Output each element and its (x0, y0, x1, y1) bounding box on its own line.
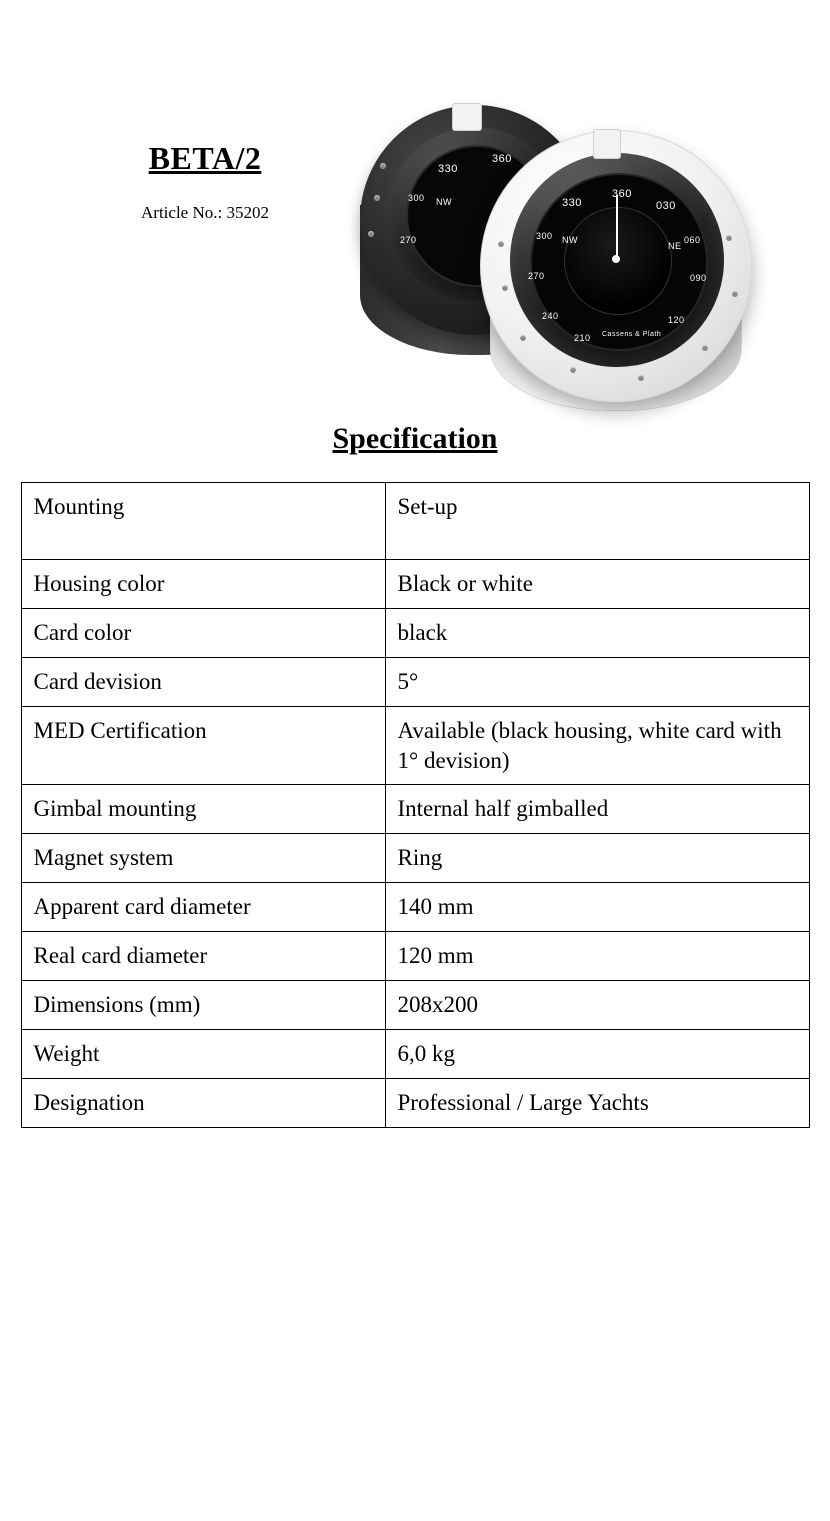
white-card-degree-300: 300 (536, 231, 553, 241)
compass-needle (616, 195, 618, 257)
white-card-point-nw: NW (562, 235, 578, 245)
product-header (0, 0, 830, 400)
spec-value: black (385, 608, 809, 657)
white-bezel-screw-1 (498, 241, 504, 247)
table-row (21, 883, 809, 932)
spec-label: Housing color (21, 560, 385, 609)
spec-value: 140 mm (385, 883, 809, 932)
specification-table (21, 482, 810, 1128)
spec-label: Apparent card diameter (21, 883, 385, 932)
spec-value: 6,0 kg (385, 1029, 809, 1078)
compass-center-dot (612, 255, 620, 263)
white-card-degree-210: 210 (574, 333, 591, 343)
table-row (21, 560, 809, 609)
white-card-brand: Cassens & Plath (602, 331, 662, 338)
white-card-degree-270: 270 (528, 271, 545, 281)
table-row (21, 483, 809, 560)
black-card-degree-360: 360 (492, 153, 512, 165)
spec-label: Mounting (21, 483, 385, 560)
article-number: Article No.: 35202 (141, 203, 269, 222)
black-card-degree-330: 330 (438, 163, 458, 175)
white-bezel-screw-4 (570, 367, 576, 373)
spec-value: 5° (385, 657, 809, 706)
white-card-degree-030: 030 (656, 200, 676, 212)
black-card-degree-300: 300 (408, 193, 425, 203)
spec-value: Ring (385, 834, 809, 883)
white-card-degree-090: 090 (690, 273, 707, 283)
title-block (60, 140, 350, 223)
white-card-point-ne: NE (668, 241, 682, 251)
spec-label: Card devision (21, 657, 385, 706)
white-bezel-screw-2 (502, 285, 508, 291)
spec-label: Gimbal mounting (21, 785, 385, 834)
white-card-degree-240: 240 (542, 311, 559, 321)
white-bezel-screw-5 (638, 375, 644, 381)
spec-label: Real card diameter (21, 932, 385, 981)
spec-value: 208x200 (385, 981, 809, 1030)
spec-label: Dimensions (mm) (21, 981, 385, 1030)
black-card-point-nw: NW (436, 197, 452, 207)
black-bezel-screw-1 (374, 195, 380, 201)
black-card-degree-270: 270 (400, 235, 417, 245)
white-card-degree-060: 060 (684, 235, 701, 245)
table-row (21, 785, 809, 834)
page-title: BETA/2 (148, 140, 262, 176)
table-row (21, 706, 809, 785)
white-bezel-screw-7 (732, 291, 738, 297)
spec-label: Designation (21, 1078, 385, 1127)
spec-label: MED Certification (21, 706, 385, 785)
product-photo (350, 45, 800, 415)
spec-value: Available (black housing, white card with 1° devision) (385, 706, 809, 785)
table-row (21, 834, 809, 883)
white-card-degree-330: 330 (562, 197, 582, 209)
black-bezel-screw-3 (380, 163, 386, 169)
spec-value: Black or white (385, 560, 809, 609)
white-bezel-screw-6 (702, 345, 708, 351)
spec-value: Set-up (385, 483, 809, 560)
spec-label: Card color (21, 608, 385, 657)
white-bezel-screw-8 (726, 235, 732, 241)
white-compass-lubber-knob (593, 129, 621, 159)
white-bezel-screw-3 (520, 335, 526, 341)
spec-value: 120 mm (385, 932, 809, 981)
spec-label: Magnet system (21, 834, 385, 883)
white-card-degree-360: 360 (612, 188, 632, 200)
specification-heading: Specification (332, 422, 498, 455)
black-compass-lubber-knob (452, 103, 482, 131)
spec-value: Professional / Large Yachts (385, 1078, 809, 1127)
table-row (21, 1078, 809, 1127)
table-row (21, 981, 809, 1030)
table-row (21, 932, 809, 981)
black-bezel-screw-2 (368, 231, 374, 237)
spec-value: Internal half gimballed (385, 785, 809, 834)
table-row (21, 657, 809, 706)
table-row (21, 1029, 809, 1078)
spec-label: Weight (21, 1029, 385, 1078)
specification-table-body (21, 483, 809, 1128)
white-card-degree-120: 120 (668, 315, 685, 325)
table-row (21, 608, 809, 657)
